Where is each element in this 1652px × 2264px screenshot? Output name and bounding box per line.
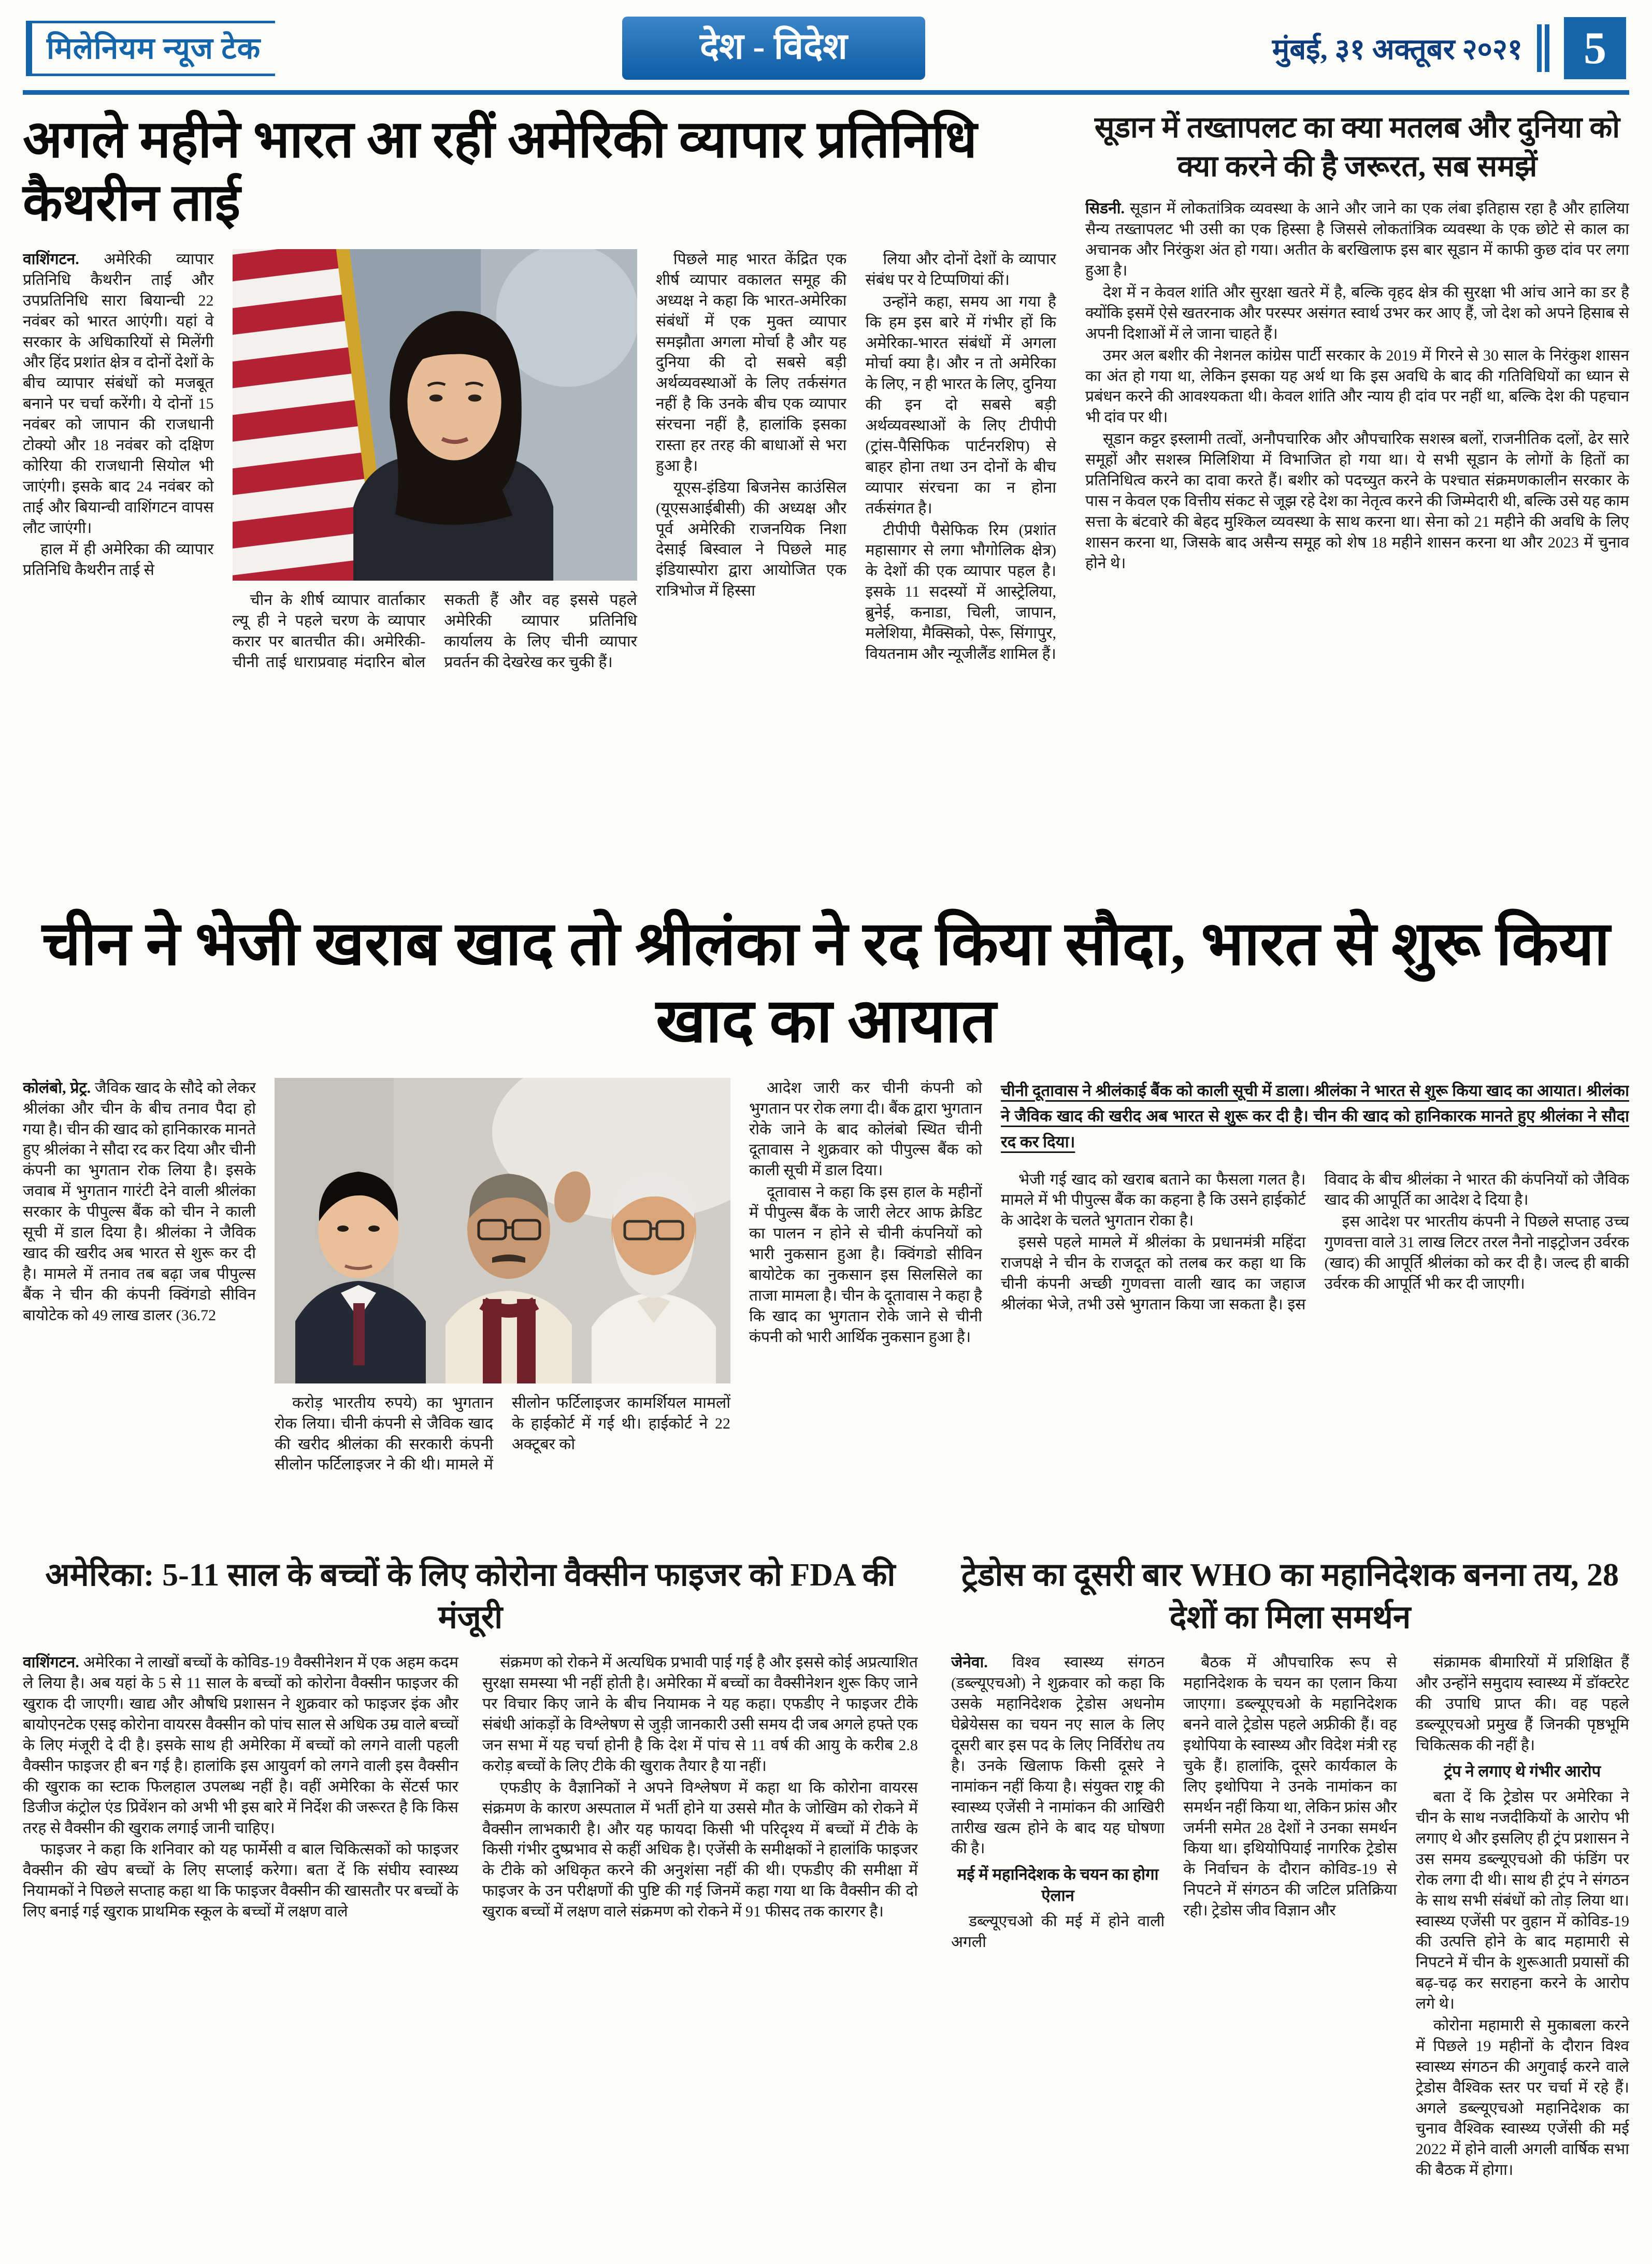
- article1-col4: [865, 249, 1056, 866]
- article5-col3-bottom: [1416, 1787, 1629, 2181]
- article-us-trade-rep: [23, 108, 1056, 887]
- article5-col1: [951, 1652, 1165, 2191]
- paragraph: देश में न केवल शांति और सुरक्षा खतरे में है, बल्कि वृहद क्षेत्र की सुरक्षा भी आंच आने का डर है क्योंकि इसमें ऐसे खतरनाक और परस्पर असंगत स्वार्थ उभर कर आए हैं, जो देश को अपने हिसाब से अपनी दिशाओं में ले जाना चाहते हैं।: [1085, 284, 1629, 342]
- page-header: [23, 11, 1629, 95]
- article3-col3: [749, 1078, 982, 1534]
- paragraph: सूडान कट्टर इस्लामी तत्वों, अनौपचारिक और औपचारिक सशस्त्र बलों, राजनीतिक दलों, ढेर सारे समूहों और सशस्त्र मिलिशिया में विभाजित हो गया था। ये सभी सूडान के लोगों के हितों का प्रतिनिधित्व करने का दावा करते हैं। बशीर को पदच्युत करने के पश्चात संक्रमणकालीन सरकार के पास न केवल एक वित्तीय संकट से जूझ रहे देश का नेतृत्व करने की जिम्मेदारी थी, बल्कि उसे यह काम सत्ता के बंटवारे की बेहद मुश्किल व्यवस्था के साथ करना था। सेना को 21 महीने की अवधि के लिए शासन करना था, जिसके बाद असैन्य समूह को शेष 18 महीने शासन करना था और 2023 में चुनाव होने थे।: [1085, 430, 1629, 572]
- leaders-photo-illustration: [275, 1078, 730, 1383]
- paragraph: एफडीए के वैज्ञानिकों ने अपने विश्लेषण में कहा था कि कोरोना वायरस संक्रमण के कारण अस्पताल में भर्ती होने या उससे मौत के जोखिम को रोकने में वैक्सीन लाभकारी है। और यह फायदा किसी भी परिदृश्य में बच्चों में टीके के किसी गंभीर दुष्प्रभाव से कहीं अधिक है। एजेंसी के समीक्षकों ने हालांकि फाइजर के टीके को अधिकृत करने की अनुशंसा नहीं की थी। एफडीए की समीक्षा में फाइजर के उन परीक्षणों की पुष्टि की गई जिनमें कहा गया था कि वैक्सीन की दो खुराक बच्चों में लक्षण वाले संक्रमण को रोकने में 91 फीसद तक कारगर है।: [482, 1779, 918, 1921]
- middle-section: [23, 906, 1629, 1533]
- dateline: कोलंबो, प्रेट्र.: [23, 1079, 91, 1097]
- article-who-tedros: [951, 1554, 1629, 2191]
- article4-body: [23, 1652, 918, 2191]
- masthead: मिलेनियम न्यूज टेक: [26, 21, 275, 76]
- article3-underphoto-text: [275, 1393, 730, 1476]
- paragraph: यूएस-इंडिया बिजनेस काउंसिल (यूएसआईबीसी) की अध्यक्ष और पूर्व अमेरिकी राजनयिक निशा देसाई बिस्वाल ने पिछले माह इंडियास्पोरा द्वारा आयोजित एक रात्रिभोज में हिस्सा: [655, 479, 847, 600]
- article1-photo-block: [233, 249, 637, 866]
- article-pfizer-fda: [23, 1554, 918, 2191]
- top-section: [23, 108, 1629, 887]
- paragraph: [23, 249, 214, 538]
- paragraph: संक्रमण को रोकने में अत्यधिक प्रभावी पाई गई है और इससे कोई अप्रत्याशित सुरक्षा समस्या भी नहीं होती है। अमेरिका में बच्चों का वैक्सीनेशन शुरू किए जाने पर विचार किए जाने के बीच नियामक ने यह कहा। एफडीए ने फाइजर टीके संबंधी आंकड़ों के विश्लेषण से जुड़ी जानकारी उसी समय दी जब अगले हफ्ते एक जन सभा में यह चर्चा होनी है कि देश में पांच से 11 वर्ष की आयु के करीब 2.8 करोड़ बच्चों के लिए टीके की खुराक तैयार है या नहीं।: [482, 1654, 918, 1775]
- article2-body: [1085, 198, 1629, 887]
- article5-col1-more: [951, 1911, 1165, 1953]
- photo-katherine-tai: [233, 249, 637, 581]
- paragraph: दूतावास ने कहा कि इस हाल के महीनों में पीपुल्स बैंक के जारी लेटर आफ क्रेडिट का पालन न होने से चीनी कंपनियों को भारी नुकसान हुआ है। क्विंगडो सीविन बायोटेक का नुकसान इस सिलसिले का ताजा मामला है। चीन के दूतावास ने कहा है कि खाद का भुगतान रोके जाने से चीनी कंपनी को भारी आर्थिक नुकसान हुआ है।: [749, 1184, 982, 1346]
- article1-col1-more: [23, 539, 214, 581]
- article3-body: [23, 1078, 1629, 1534]
- article1-col1: [23, 249, 214, 866]
- article5-col3-top: [1416, 1652, 1629, 1755]
- paragraph: संक्रामक बीमारियों में प्रशिक्षित हैं और उन्होंने समुदाय स्वास्थ्य में डॉक्टरेट की उपाधि प्राप्त की। वह पहले डब्ल्यूएचओ प्रमुख हैं जिनकी पृष्ठभूमि चिकित्सक की नहीं है।: [1415, 1654, 1629, 1754]
- paragraph: हाल में ही अमेरिका की व्यापार प्रतिनिधि कैथरीन ताई से: [23, 541, 214, 579]
- highlight-box: चीनी दूतावास ने श्रीलंकाई बैंक को काली सूची में डाला। श्रीलंका ने भारत से शुरू किया खाद का आयात। श्रीलंका ने जैविक खाद की खरीद अब भारत से शुरू कर दी है। चीन की खाद को हानिकारक मानते हुए श्रीलंका ने सौदा रद कर दिया।: [1001, 1081, 1629, 1151]
- paragraph: भेजी गई खाद को खराब बताने का फैसला गलत है। मामले में भी पीपुल्स बैंक का कहना है कि उसने हाईकोर्ट के आदेश के चलते भुगतान रोका है।: [1001, 1171, 1306, 1230]
- paragraph: इस आदेश पर भारतीय कंपनी ने पिछले सप्ताह उच्च गुणवत्ता वाले 31 लाख लिटर तरल नैनो नाइट्रोजन उर्वरक (खाद) की आपूर्ति श्रीलंका को कर दी है। जल्द ही बाकी उर्वरक की आपूर्ति भी कर दी जाएगी।: [1324, 1213, 1629, 1293]
- article-sudan-coup: [1085, 108, 1629, 887]
- paragraph: बैठक में औपचारिक रूप से महानिदेशक के चयन का एलान किया जाएगा। डब्ल्यूएचओ के महानिदेशक बनने वाले ट्रेडोस पहले अफ्रीकी हैं। वह इथोपिया के स्वास्थ्य और विदेश मंत्री रह चुके हैं। हालांकि, दूसरे कार्यकाल के लिए इथोपिया ने उनके नामांकन का समर्थन नहीं किया था, लेकिन फ्रांस और जर्मनी समेत 28 देशों ने उनका समर्थन किया था। इथियोपियाई नागरिक ट्रेडोस के निर्वाचन के दौरान कोविड-19 से निपटने में संगठन की जटिल प्रतिक्रिया रही। ट्रेडोस जीव विज्ञान और: [1183, 1654, 1397, 1920]
- photo-xi-rajapaksa-modi: [275, 1078, 730, 1383]
- article1-headline: अगले महीने भारत आ रहीं अमेरिकी व्यापार प्रतिनिधि कैथरीन ताई: [23, 111, 977, 232]
- paragraph: इससे पहले मामले में श्रीलंका के प्रधानमंत्री महिंदा राजपक्षे ने चीन के राजदूत को तलब कर कहा था कि चीनी कंपनी अच्छी गुणवत्ता वाली खाद का जहाज श्रीलंका भेजे, तभी उसे भुगतान किया जा सकता है। इस विवाद के बीच श्रीलंका ने भारत की कंपनियों को जैविक खाद की आपूर्ति का आदेश दे दिया है।: [1001, 1171, 1629, 1313]
- paragraph: फाइजर ने कहा कि शनिवार को यह फार्मेसी व बाल चिकित्सकों को फाइजर वैक्सीन की खेप बच्चों के लिए सप्लाई करेगा। बता दें कि संघीय स्वास्थ्य नियामकों ने पिछले सप्ताह कहा था कि फाइजर वैक्सीन की खासतौर पर बच्चों के लिए बनाई गई खुराक प्राथमिक स्कूल के बच्चों में लक्षण वाले: [23, 1841, 458, 1921]
- article1-underphoto-text: [233, 590, 637, 673]
- lead-text: जैविक खाद के सौदे को लेकर श्रीलंका और चीन के बीच तनाव पैदा हो गया है। चीन की खाद को हानिकारक मानते हुए श्रीलंका ने सौदा रद कर दिया और चीनी कंपनी का भुगतान रोक लिया है। इसके जवाब में भुगतान गारंटी देने वाली श्रीलंका सरकार के पीपुल्स बैंक को चीन ने काली सूची में डाल दिया है। श्रीलंका ने जैविक खाद की खरीद अब भारत से शुरू कर दी है। मामले में तनाव तब बढ़ा जब पीपुल्स बैंक ने चीन की कंपनी क्विंगडो सीविन बायोटेक को 49 लाख डालर (36.72: [23, 1079, 256, 1324]
- lead-text: अमेरिकी व्यापार प्रतिनिधि कैथरीन ताई और उपप्रतिनिधि सारा बियान्ची 22 नवंबर को भारत आएंगी। यहां वे सरकार के अधिकारियों से मिलेंगी और हिंद प्रशांत क्षेत्र व दोनों देशों के बीच व्यापार संबंधों को मजबूत बनाने पर चर्चा करेंगी। ये दोनों 15 नवंबर को जापान की राजधानी टोक्यो और 18 नवंबर को दक्षिण कोरिया की राजधानी सियोल भी जाएंगी। इसके बाद 24 नवंबर को ताई और बियान्ची वाशिंगटन वापस लौट जाएंगी।: [23, 251, 214, 537]
- paragraph: [23, 1078, 256, 1326]
- article2-headline: सूडान में तख्तापलट का क्या मतलब और दुनिया को क्या करने की है जरूरत, सब समझें: [1094, 111, 1620, 183]
- paragraph: चीन के शीर्ष व्यापार वार्ताकार ल्यू ही ने पहले चरण के व्यापार करार पर बातचीत की। अमेरिकी-चीनी ताई धाराप्रवाह मंदारिन बोल सकती हैं और वह इससे पहले अमेरिकी व्यापार प्रतिनिधि कार्यालय के लिए चीनी व्यापार प्रवर्तन की देखरेख कर चुकी हैं।: [232, 592, 637, 671]
- article3-headline: चीन ने भेजी खराब खाद तो श्रीलंका ने रद किया सौदा, भारत से शुरू किया खाद का आयात: [42, 910, 1610, 1056]
- lead-text: विश्व स्वास्थ्य संगठन (डब्ल्यूएचओ) ने शुक्रवार को कहा कि उसके महानिदेशक ट्रेडोस अधनोम घेब्रेयेसस का चयन नए साल के लिए दूसरी बार इस पद के लिए निर्विरोध तय है। उनके खिलाफ किसी दूसरे ने नामांकन नहीं किया है। संयुक्त राष्ट्र की स्वास्थ्य एजेंसी ने नामांकन की आखिरी तारीख खत्म होने के बाद यह घोषणा की है।: [951, 1654, 1165, 1857]
- article5-subhead-1: मई में महानिदेशक के चयन का होगा ऐलान: [957, 1865, 1159, 1905]
- paragraph: करोड़ भारतीय रुपये) का भुगतान रोक लिया। चीनी कंपनी से जैविक खाद की खरीद श्रीलंका की सरकारी कंपनी सीलोन फर्टिलाइजर ने की थी। मामले में सीलोन फर्टिलाइजर कामर्शियल मामलों के हाईकोर्ट में गई थी। हाईकोर्ट ने 22 अक्टूबर को: [275, 1394, 730, 1474]
- paragraph: उन्होंने कहा, समय आ गया है कि हम इस बारे में गंभीर हों कि अमेरिका-भारत संबंधों में अगला मोर्चा क्या है। और न तो अमेरिका के लिए, न ही भारत के लिए, दुनिया की इन दो सबसे बड़ी अर्थव्यवस्थाओं के लिए टीपीपी (ट्रांस-पैसिफिक पार्टनरशिप) से बाहर होना तथा उन दोनों के बीच व्यापार संरचना का न होना तर्कसंगत है।: [865, 293, 1056, 517]
- city-date: मुंबई, ३१ अक्तूबर २०२१: [1272, 34, 1522, 66]
- paragraph: [951, 1652, 1165, 1859]
- lead-text: अमेरिका ने लाखों बच्चों के कोविड-19 वैक्सीनेशन में एक अहम कदम ले लिया है। अब यहां के 5 से 11 साल के बच्चों को कोरोना वैक्सीन फाइजर की खुराक दी जाएगी। खाद्य और औषधि प्रशासन ने शुक्रवार को फाइजर इंक और बायोएनटेक एसइ कोरोना वायरस वैक्सीन को पांच साल से अधिक उम्र वाले बच्चों के लिए मंजूरी दे दी है। इसके साथ ही अमेरिका में बच्चों को लगने वाली पहली वैक्सीन फाइजर ही बन गई है। हालांकि इस आयुवर्ग को लगने वाली इस वैक्सीन की खुराक का स्टाक फिलहाल उपलब्ध नहीं है। वहीं अमेरिका के सेंटर्स फार डिजीज कंट्रोल एंड प्रिवेंशन को अभी भी इस बारे में निर्देश की जरूरत है कि किस तरह से वैक्सीन की खुराक लगाई जानी चाहिए।: [23, 1654, 458, 1837]
- paragraph: टीपीपी पैसेफिक रिम (प्रशांत महासागर से लगा भौगोलिक क्षेत्र) के देशों की एक व्यापार पहल है। इसके 11 सदस्यों में आस्ट्रेलिया, ब्रुनेई, कनाडा, चिली, जापान, मलेशिया, मैक्सिको, पेरू, सिंगापुर, वियतनाम और न्यूजीलैंड शामिल हैं।: [865, 521, 1056, 662]
- paragraph: पिछले माह भारत केंद्रित एक शीर्ष व्यापार वकालत समूह की अध्यक्ष ने कहा कि भारत-अमेरिका संबंधों में एक मुक्त व्यापार समझौता अगला मोर्चा है और यह दुनिया की दो सबसे बड़ी अर्थव्यवस्थाओं के लिए तर्कसंगत नहीं है कि उनके बीच एक व्यापार संरचना नहीं है, हालांकि इसका रास्ता हर तरह की बाधाओं से भरा हुआ है।: [655, 251, 847, 474]
- paragraph: आदेश जारी कर चीनी कंपनी को भुगतान पर रोक लगा दी। बैंक द्वारा भुगतान रोके जाने के बाद कोलंबो स्थित चीनी दूतावास ने शुक्रवार को पीपुल्स बैंक को काली सूची में डाल दिया।: [749, 1079, 982, 1179]
- article3-photo-block: [275, 1078, 730, 1534]
- article1-col3: [656, 249, 847, 866]
- article5-body: [951, 1652, 1629, 2191]
- article2-paragraphs: [1085, 282, 1629, 573]
- article5-col3: [1416, 1652, 1629, 2191]
- paragraph: कोरोना महामारी से मुकाबला करने में पिछले 19 महीनों के दौरान विश्व स्वास्थ्य संगठन की अगुवाई करने वाले ट्रेडोस वैश्विक स्तर पर चर्चा में रहे हैं। अगले डब्ल्यूएचओ महानिदेशक का चुनाव वैश्विक स्वास्थ्य एजेंसी की मई 2022 में होने वाली अगली वार्षिक सभा की बैठक में होगा।: [1415, 2017, 1629, 2179]
- header-right: [1272, 17, 1626, 79]
- katherine-tai-photo-illustration: [233, 249, 637, 581]
- lead-text: सूडान में लोकतांत्रिक व्यवस्था के आने और जाने का एक लंबा इतिहास रहा है और हालिया सैन्य तख्तापलट भी उसी का एक हिस्सा है जिससे लोकतांत्रिक व्यवस्था के एक छोटे से काल का अचानक और निरंकुश अंत हो गया। अतीत के बरखिलाफ इस बार सूडान में काफी कुछ दांव पर लगा हुआ है।: [1085, 200, 1629, 280]
- dateline: सिडनी.: [1085, 200, 1125, 218]
- article3-col1: [23, 1078, 256, 1534]
- article3-right-paragraphs: [1001, 1170, 1629, 1315]
- section-title-badge: देश - विदेश: [622, 17, 925, 80]
- article3-right-block: [1001, 1078, 1629, 1534]
- page-number: 5: [1564, 17, 1626, 79]
- paragraph: [1085, 198, 1629, 281]
- article5-col2: [1183, 1652, 1397, 2191]
- paragraph: लिया और दोनों देशों के व्यापार संबंध पर ये टिप्पणियां कीं।: [865, 251, 1056, 289]
- divider-bars-icon: [1537, 24, 1549, 72]
- paragraph: [23, 1652, 458, 1838]
- paragraph: डब्ल्यूएचओ की मई में होने वाली अगली: [951, 1912, 1165, 1951]
- dateline: वाशिंगटन.: [23, 1654, 79, 1671]
- dateline: जेनेवा.: [951, 1654, 988, 1671]
- paragraph: बता दें कि ट्रेडोस पर अमेरिका ने चीन के साथ नजदीकियों के आरोप भी लगाए थे और इसलिए ही ट्रंप प्रशासन ने उस समय डब्ल्यूएचओ की फंडिंग पर रोक लगा दी थी। साथ ही ट्रंप ने संगठन के साथ सभी संबंधों को तोड़ लिया था। स्वास्थ्य एजेंसी पर वुहान में कोविड-19 की उत्पत्ति होने के बाद महामारी से निपटने में चीन के शुरूआती प्रयासों की बढ़-चढ़ कर सराहना करने के आरोप लगे थे।: [1415, 1789, 1629, 2013]
- article5-headline: ट्रेडोस का दूसरी बार WHO का महानिदेशक बनना तय, 28 देशों का मिला समर्थन: [961, 1557, 1619, 1635]
- article1-body: [23, 249, 1056, 866]
- bottom-section: [23, 1554, 1629, 2191]
- dateline: वाशिंगटन.: [23, 251, 79, 268]
- article4-headline: अमेरिका: 5-11 साल के बच्चों के लिए कोरोना वैक्सीन फाइजर को FDA की मंजूरी: [45, 1557, 896, 1635]
- article5-subhead-2: ट्रंप ने लगाए थे गंभीर आरोप: [1444, 1762, 1601, 1780]
- paragraph: उमर अल बशीर की नेशनल कांग्रेस पार्टी सरकार के 2019 में गिरने से 30 साल के निरंकुश शासन का अंत हो गया था, लेकिन इसका यह अर्थ था कि इस अवधि के बाद की गतिविधियों का ध्यान से प्रबंधन करने की आवश्यकता थी। केवल शांति और न्याय ही दांव पर नहीं था, बल्कि देश की पहचान भी दांव पर थी।: [1085, 347, 1629, 426]
